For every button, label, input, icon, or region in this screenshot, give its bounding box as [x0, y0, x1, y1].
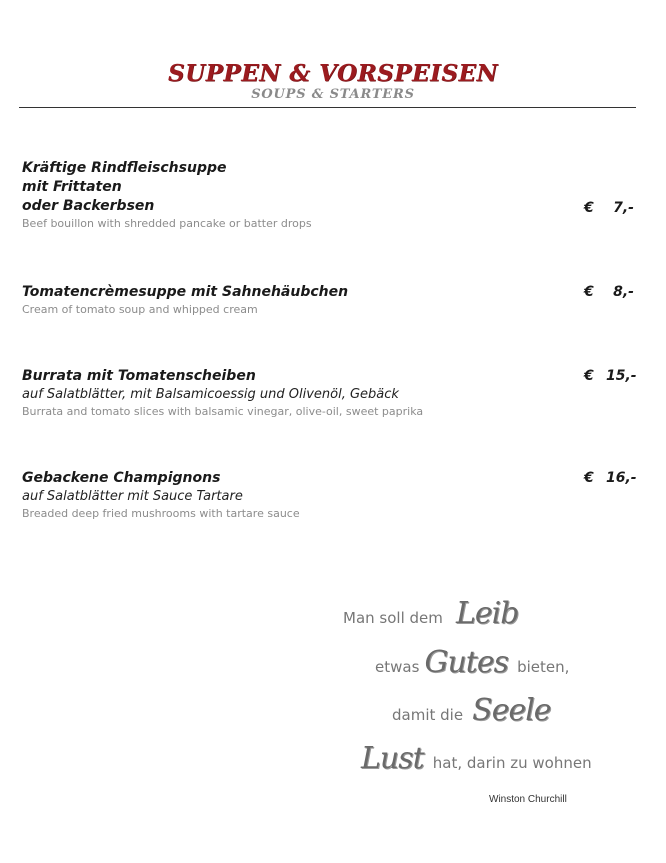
quote-text: damit die [392, 706, 464, 724]
item-name-line: Kräftige Rindfleischsuppe [22, 160, 227, 176]
quote-emphasis: Leib [455, 596, 519, 631]
item-name-line: oder Backerbsen [22, 198, 155, 214]
currency-symbol: € [584, 470, 594, 486]
currency-symbol: € [584, 284, 594, 300]
item-name-line: Gebackene Champignons [22, 470, 221, 486]
item-price [584, 367, 637, 386]
item-english-description: Cream of tomato soup and whipped cream [22, 303, 258, 316]
menu-item-champignons [22, 469, 637, 522]
currency-symbol: € [584, 200, 594, 216]
menu-item-burrata [22, 367, 637, 420]
currency-symbol: € [584, 368, 594, 384]
item-german-description: auf Salatblätter mit Sauce Tartare [22, 489, 243, 504]
item-price [584, 469, 637, 488]
item-english-description: Beef bouillon with shredded pancake or batter drops [22, 217, 312, 230]
item-english-description: Breaded deep fried mushrooms with tartare sauce [22, 507, 300, 520]
item-name-line: Tomatencrèmesuppe mit Sahnehäubchen [22, 284, 349, 300]
section-subtitle: SOUPS & STARTERS [251, 87, 415, 102]
price-amount: 16,- [606, 470, 637, 486]
item-german-description: auf Salatblätter, mit Balsamicoessig und Olivenöl, Gebäck [22, 387, 399, 402]
quote-text: hat, darin zu wohnen [432, 754, 592, 772]
item-price [584, 199, 634, 218]
quote-line-2 [375, 645, 569, 680]
quote-text: bieten, [517, 658, 570, 676]
price-amount: 8,- [613, 284, 634, 300]
quote-emphasis: Lust [361, 741, 424, 776]
quote-line-3 [392, 693, 551, 728]
quote-text: etwas [375, 658, 420, 676]
section-title: SUPPEN & VORSPEISEN [167, 60, 499, 87]
quote-emphasis: Gutes [424, 645, 508, 680]
menu-item-rindfleischsuppe [22, 159, 637, 232]
quote-line-4 [361, 741, 592, 776]
quote-text: Man soll dem [343, 609, 443, 627]
menu-item-tomatencremesuppe [22, 283, 637, 318]
item-price [584, 283, 634, 302]
quote-author: Winston Churchill [489, 794, 567, 805]
header-divider [19, 107, 636, 108]
price-amount: 7,- [613, 200, 634, 216]
quote-emphasis: Seele [472, 693, 551, 728]
menu-header [0, 60, 666, 103]
item-english-description: Burrata and tomato slices with balsamic vinegar, olive-oil, sweet paprika [22, 405, 424, 418]
item-name-line: Burrata mit Tomatenscheiben [22, 368, 256, 384]
item-name-line: mit Frittaten [22, 179, 122, 195]
price-amount: 15,- [606, 368, 637, 384]
quote-line-1 [343, 596, 518, 631]
